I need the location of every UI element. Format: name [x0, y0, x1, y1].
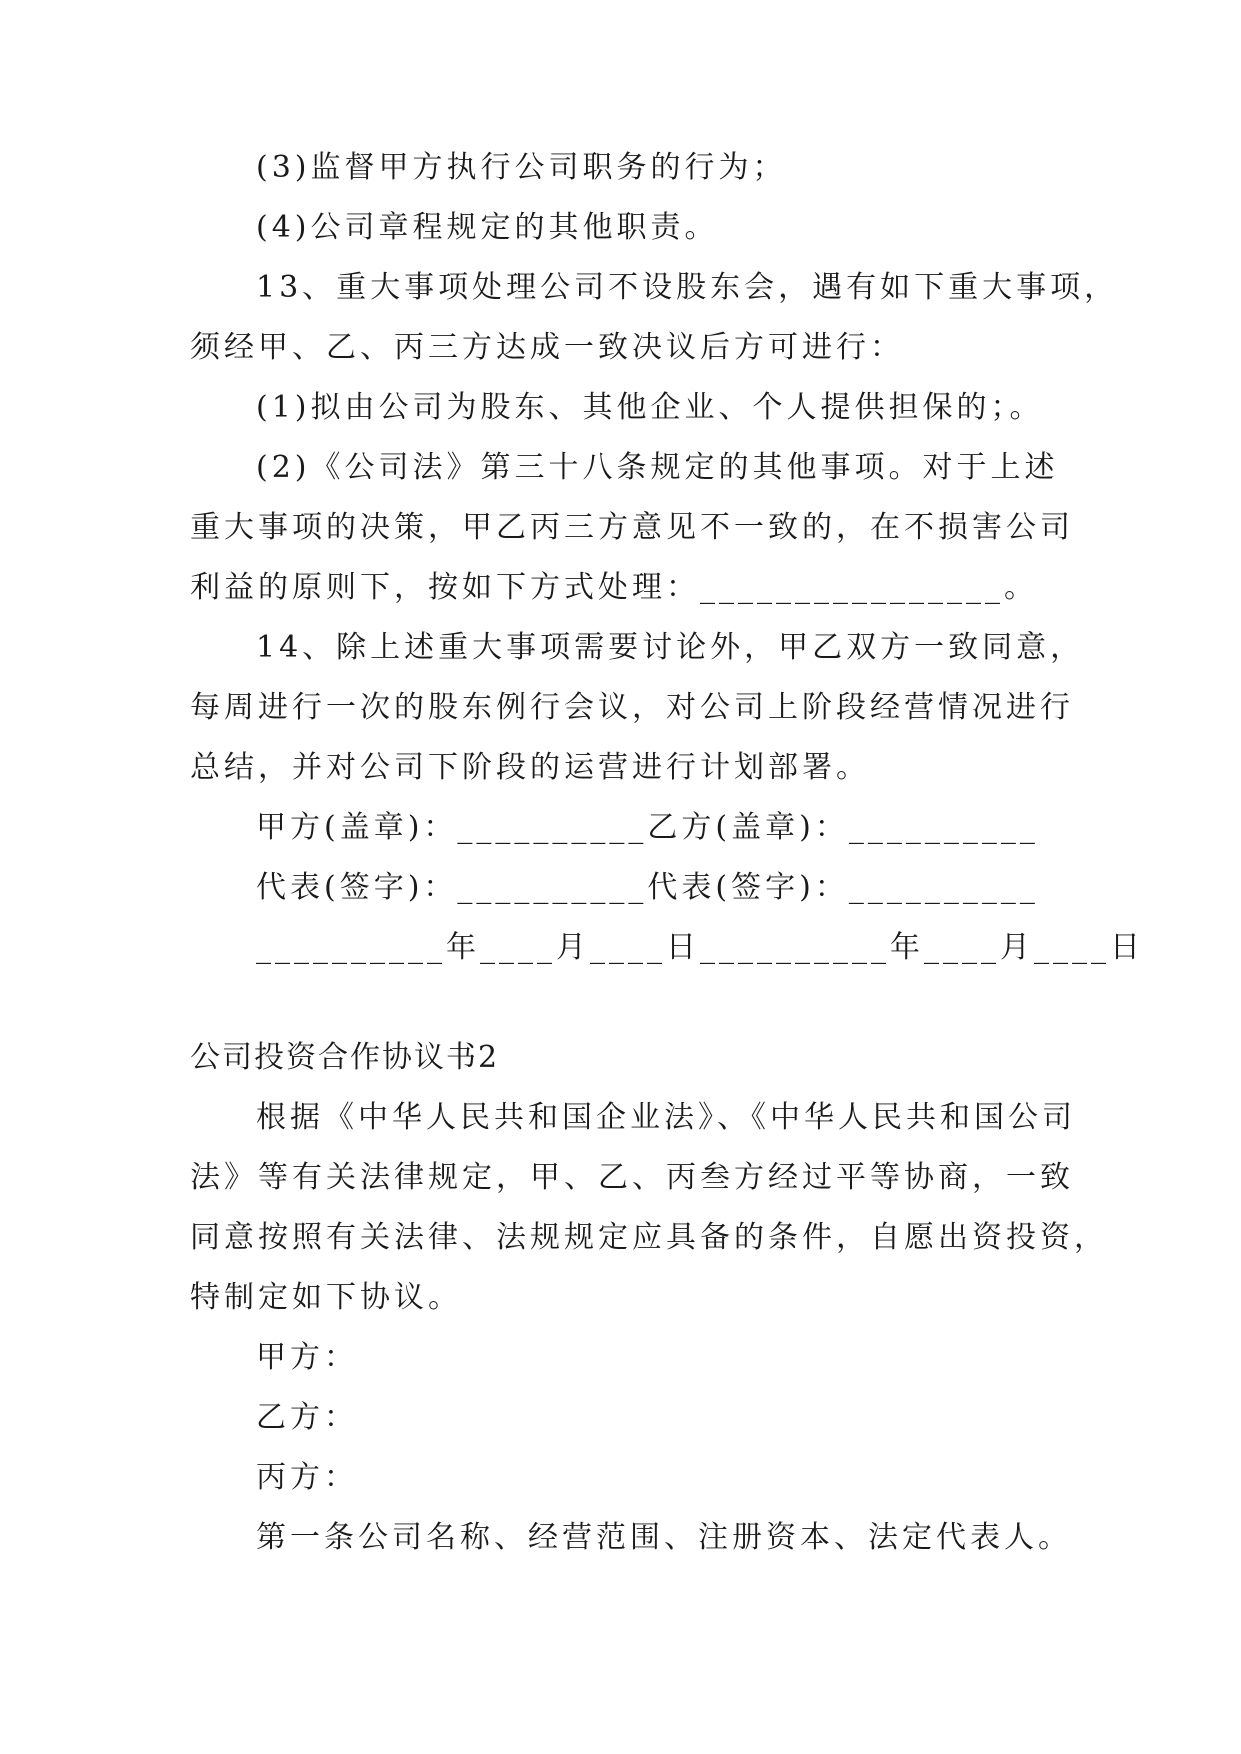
seal-line: 甲方(盖章)：__________乙方(盖章)：__________	[256, 810, 1039, 845]
clause-14-text: 每周进行一次的股东例行会议，对公司上阶段经营情况进行	[190, 690, 1074, 725]
preamble-2: 法》等有关法律规定，甲、乙、丙叁方经过平等协商，一致	[190, 1160, 1074, 1195]
clause-item-3: (3)监督甲方执行公司职务的行为；	[256, 150, 787, 185]
party-c: 丙方：	[256, 1460, 358, 1495]
clause-13-item-2-end: 利益的原则下，按如下方式处理：________________。	[190, 570, 1038, 605]
party-a: 甲方：	[256, 1340, 358, 1375]
clause-13-text: 须经甲、乙、丙三方达成一致决议后方可进行：	[190, 330, 904, 365]
clause-13-item-1: (1)拟由公司为股东、其他企业、个人提供担保的；。	[256, 390, 1044, 425]
party-b: 乙方：	[256, 1400, 358, 1435]
preamble-1: 根据《中华人民共和国企业法》、《中华人民共和国公司	[256, 1100, 1076, 1135]
article-1: 第一条公司名称、经营范围、注册资本、法定代表人。	[256, 1520, 1072, 1555]
signature-line: 代表(签字)：__________代表(签字)：__________	[256, 870, 1039, 905]
clause-14-end: 总结，并对公司下阶段的运营进行计划部署。	[190, 750, 870, 785]
section-title: 公司投资合作协议书2	[190, 1040, 500, 1075]
clause-13-item-2: (2)《公司法》第三十八条规定的其他事项。对于上述	[256, 450, 1059, 485]
clause-13-heading: 13、重大事项处理公司不设股东会，遇有如下重大事项，	[256, 270, 1119, 305]
preamble-4: 特制定如下协议。	[190, 1280, 462, 1315]
clause-13-item-2-cont: 重大事项的决策，甲乙丙三方意见不一致的，在不损害公司	[190, 510, 1074, 545]
date-line: __________年____月____日__________年____月____日	[256, 930, 1144, 965]
clause-item-4: (4)公司章程规定的其他职责。	[256, 210, 719, 245]
preamble-3: 同意按照有关法律、法规规定应具备的条件，自愿出资投资，	[190, 1220, 1108, 1255]
clause-14-heading: 14、除上述重大事项需要讨论外，甲乙双方一致同意，	[256, 630, 1085, 665]
